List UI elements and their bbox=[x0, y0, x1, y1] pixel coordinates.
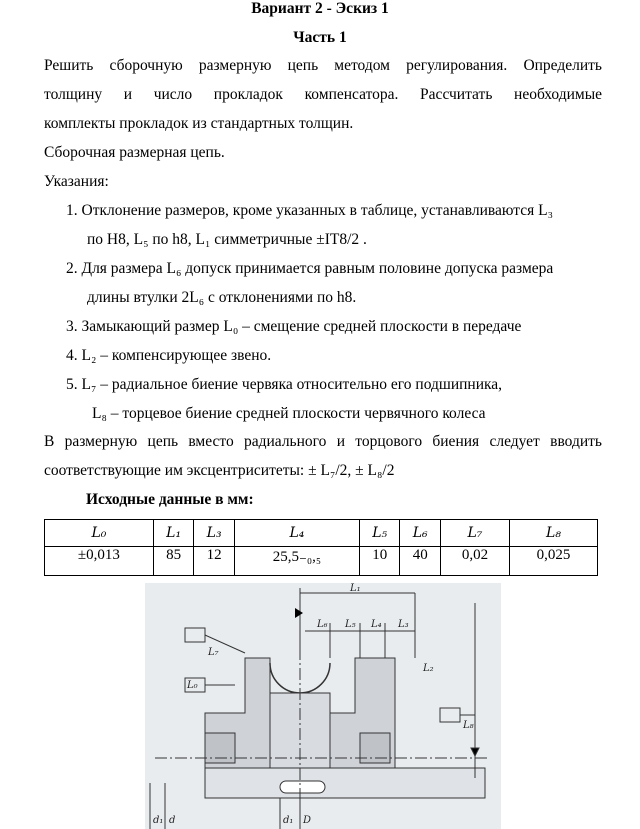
value-cell: 10 bbox=[359, 547, 400, 576]
label-l1: L₁ bbox=[350, 583, 361, 594]
hint-item: 4. L₂ – компенсирующее звено. bbox=[66, 347, 272, 364]
hint-item: длины втулки 2L₆ с отклонениями по h8. bbox=[87, 289, 357, 306]
header-cell: L₀ bbox=[45, 520, 154, 547]
hint-item: 1. Отклонение размеров, кроме указанных в таблице, устанавливаются L₃ bbox=[66, 202, 554, 219]
header-cell: L₇ bbox=[440, 520, 509, 547]
task-line: Решить сборочную размерную цепь методом регулирования. Определить bbox=[44, 57, 602, 74]
hints-label: Указания: bbox=[44, 173, 109, 190]
hint-item: 2. Для размера L₆ допуск принимается равным половине допуска размера bbox=[66, 260, 554, 277]
header-cell: L₈ bbox=[509, 520, 597, 547]
label-l8: L₈ bbox=[463, 720, 474, 731]
task-line: комплекты прокладок из стандартных толщин. bbox=[44, 115, 354, 132]
label-d1: d₁ bbox=[283, 815, 294, 826]
value-cell: ±0,013 bbox=[45, 547, 154, 576]
label-d: d bbox=[169, 815, 176, 826]
value-cell: 85 bbox=[153, 547, 194, 576]
label-l4: L₄ bbox=[371, 619, 382, 630]
value-cell: 12 bbox=[194, 547, 235, 576]
hint-item: 5. L₇ – радиальное биение червяка относительно его подшипника, bbox=[66, 376, 503, 393]
value-cell: 25,5₋₀,₅ bbox=[234, 547, 359, 576]
note-line: В размерную цепь вместо радиального и торцового биения следует вводить bbox=[44, 433, 602, 450]
hint-item: L₈ – торцевое биение средней плоскости червячного колеса bbox=[92, 405, 486, 422]
hint-item: 3. Замыкающий размер L₀ – смещение средней плоскости в передаче bbox=[66, 318, 522, 335]
label-l2: L₂ bbox=[423, 663, 434, 674]
chain-label: Сборочная размерная цепь. bbox=[44, 144, 225, 161]
title: Вариант 2 - Эскиз 1 bbox=[251, 0, 389, 17]
value-cell: 40 bbox=[400, 547, 441, 576]
header-cell: L₁ bbox=[153, 520, 194, 547]
header-cell: L₄ bbox=[234, 520, 359, 547]
value-cell: 0,02 bbox=[440, 547, 509, 576]
hint-item: по H8, L₅ по h8, L₁ симметричные ±IT8/2 . bbox=[87, 231, 367, 248]
label-l7: L₇ bbox=[208, 647, 219, 658]
label-l5: L₅ bbox=[345, 619, 356, 630]
header-cell: L₃ bbox=[194, 520, 235, 547]
part-heading: Часть 1 bbox=[293, 29, 347, 46]
task-line: толщину и число прокладок компенсатора. Рассчитать необходимые bbox=[44, 86, 602, 103]
data-heading: Исходные данные в мм: bbox=[86, 491, 254, 508]
label-l0: L₀ bbox=[187, 680, 198, 691]
label-d1: d₁ bbox=[153, 815, 164, 826]
label-l6: L₆ bbox=[317, 619, 328, 630]
note-line: соответствующие им эксцентриситеты: ± L₇/2, ± L₈/2 bbox=[44, 462, 395, 479]
label-D: D bbox=[303, 815, 312, 826]
header-cell: L₅ bbox=[359, 520, 400, 547]
label-l3: L₃ bbox=[398, 619, 409, 630]
data-table bbox=[44, 519, 598, 576]
assembly-drawing bbox=[145, 583, 501, 829]
value-cell: 0,025 bbox=[509, 547, 597, 576]
header-cell: L₆ bbox=[400, 520, 441, 547]
